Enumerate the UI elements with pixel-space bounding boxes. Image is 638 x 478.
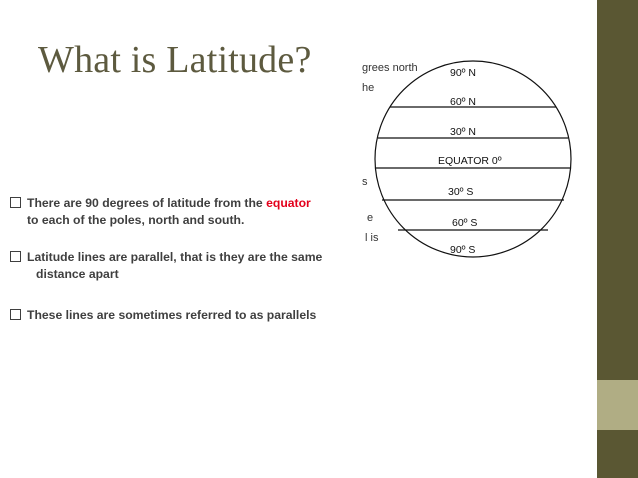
label-60s: 60º S [452, 217, 478, 229]
fragment-text-1: grees north [362, 62, 418, 74]
sidebar-accent-top [597, 0, 638, 380]
label-60n: 60º N [450, 96, 477, 108]
bullet-3-line-1: These lines are sometimes referred to as parallels [27, 308, 317, 322]
checkbox-bullet-icon [10, 309, 21, 320]
sidebar-accent-bottom [597, 430, 638, 478]
bullet-2-line-2: distance apart [36, 267, 119, 281]
bullet-1-line-2: to each of the poles, north and south. [27, 213, 245, 227]
label-90n: 90º N [450, 67, 477, 79]
bullet-2-line-1: Latitude lines are parallel, that is they are the same [27, 250, 323, 264]
checkbox-bullet-icon [10, 197, 21, 208]
fragment-text-5: l is [365, 232, 379, 244]
bullet-item-2 [10, 249, 322, 266]
bullet-item-3 [10, 307, 316, 324]
bullet-1-line-1 [27, 195, 311, 212]
fragment-text-4: e [367, 212, 374, 224]
slide-title: What is Latitude? [38, 39, 312, 81]
bullet-1-text: There are 90 degrees of latitude from the [27, 196, 267, 210]
label-30s: 30º S [448, 186, 474, 198]
fragment-text-2: he [362, 82, 375, 94]
label-30n: 30º N [450, 126, 477, 138]
latitude-diagram [340, 58, 580, 258]
equator-highlight: equator [266, 196, 311, 210]
fragment-text-3: s [362, 176, 368, 188]
sidebar-accent-middle [597, 380, 638, 430]
checkbox-bullet-icon [10, 251, 21, 262]
bullet-item-1 [10, 195, 311, 212]
label-equator: EQUATOR 0º [438, 155, 502, 167]
label-90s: 90º S [450, 244, 476, 256]
